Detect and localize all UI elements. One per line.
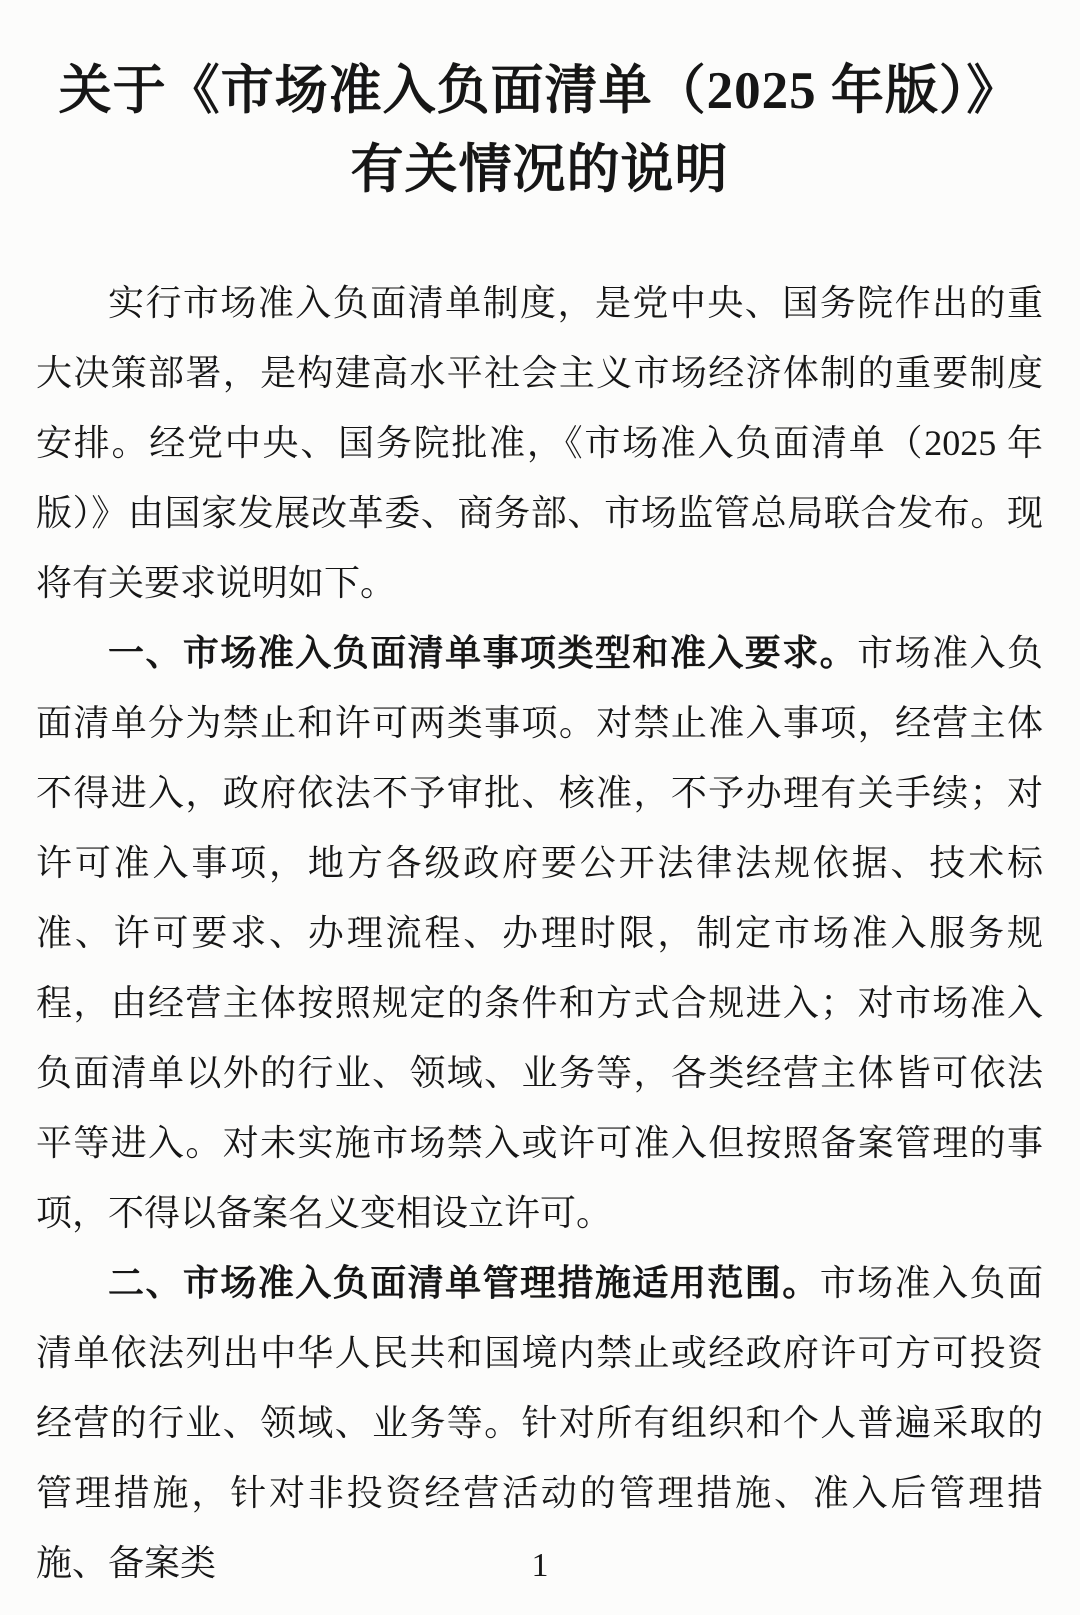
paragraph-section-2-heading: 二、市场准入负面清单管理措施适用范围。	[108, 1262, 820, 1303]
page-number: 1	[531, 1547, 549, 1584]
document-title-line-1: 关于《市场准入负面清单（2025 年版）》	[58, 62, 1021, 120]
paragraph-section-2-text: 市场准入负面清单依法列出中华人民共和国境内禁止或经政府许可方可投资经营的行业、领域、业务等。针对所有组织和个人普遍采取的管理措施，针对非投资经营活动的管理措施、准入后管理措施、备案类	[36, 1263, 1043, 1583]
paragraph-section-1	[36, 618, 1043, 1248]
paragraph-section-1-heading: 一、市场准入负面清单事项类型和准入要求。	[108, 632, 858, 673]
document-body	[36, 268, 1043, 1598]
paragraph-intro	[36, 268, 1043, 618]
page-footer	[0, 1543, 1080, 1589]
document-title-line-2: 有关情况的说明	[350, 141, 729, 199]
paragraph-section-1-text: 市场准入负面清单分为禁止和许可两类事项。对禁止准入事项，经营主体不得进入，政府依法不予审批、核准，不予办理有关手续；对许可准入事项，地方各级政府要公开法律法规依据、技术标准、许可要求、办理流程、办理时限，制定市场准入服务规程，由经营主体按照规定的条件和方式合规进入；对市场准入负面清单以外的行业、领域、业务等，各类经营主体皆可依法平等进入。对未实施市场禁入或许可准入但按照备案管理的事项，不得以备案名义变相设立许可。	[36, 633, 1043, 1233]
paragraph-intro-text: 实行市场准入负面清单制度，是党中央、国务院作出的重大决策部署，是构建高水平社会主义市场经济体制的重要制度安排。经党中央、国务院批准，《市场准入负面清单（2025 年版）》由国家发展改革委、商务部、市场监管总局联合发布。现将有关要求说明如下。	[36, 283, 1043, 603]
document-title	[36, 52, 1043, 210]
